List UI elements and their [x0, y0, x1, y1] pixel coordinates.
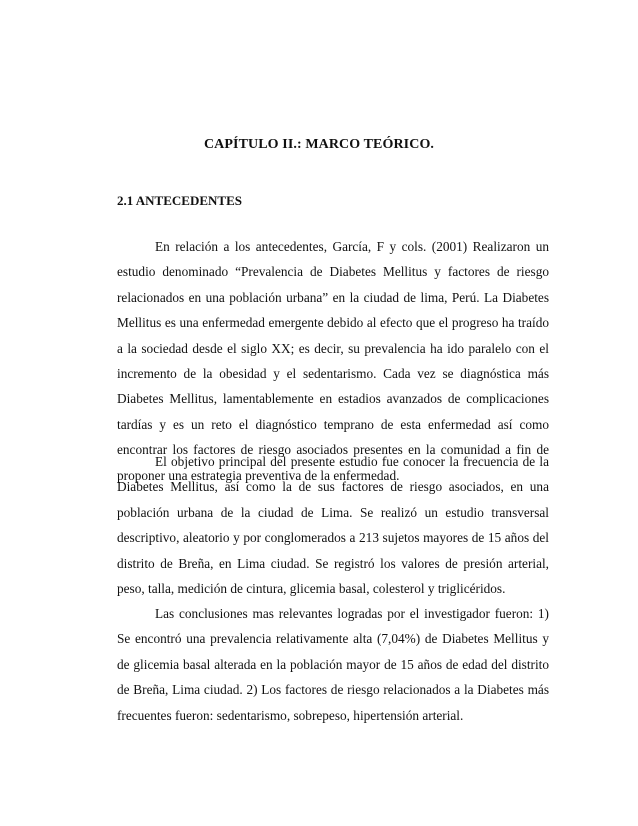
- chapter-title: CAPÍTULO II.: MARCO TEÓRICO.: [203, 137, 435, 152]
- section-heading: 2.1 ANTECEDENTES: [117, 193, 242, 208]
- paragraph-conclusiones: Las conclusiones mas relevantes logradas por el investigador fueron: 1) Se encontró una prevalencia relativamente alta (7,04%) de Diabetes Mellitus y de glicemia basal alterada en la población mayor de 15 años de edad del distrito de Breña, Lima ciudad. 2) Los factores de riesgo relacionados a la Diabetes más frecuentes fueron: sedentarismo, sobrepeso, hipertensión arterial.: [117, 606, 549, 723]
- paragraph-objetivo: El objetivo principal del presente estudio fue conocer la frecuencia de la Diabetes Mellitus, así como la de sus factores de riesgo asociados, en una población urbana de la ciudad de Lima. Se realizó un estudio transversal descriptivo, aleatorio y por conglomerados a 213 sujetos mayores de 15 años del distrito de Breña, en Lima ciudad. Se registró los valores de presión arterial, peso, talla, medición de cintura, glicemia basal, colesterol y triglicéridos.: [117, 454, 549, 597]
- paragraph-antecedentes-intro: En relación a los antecedentes, García, F y cols. (2001) Realizaron un estudio denominado “Prevalencia de Diabetes Mellitus y factores de riesgo relacionados en una población urbana” en la ciudad de lima, Perú. La Diabetes Mellitus es una enfermedad emergente debido al efecto que el progreso ha traído a la sociedad desde el siglo XX; es decir, su prevalencia ha ido paralelo con el incremento de la obesidad y el sedentarismo. Cada vez se diagnóstica más Diabetes Mellitus, lamentablemente en estadios avanzados de complicaciones tardías y es un reto el diagnóstico temprano de esta enfermedad así como encontrar los factores de riesgo asociados presentes en la comunidad a fin de proponer una estrategia preventiva de la enfermedad.: [117, 239, 549, 483]
